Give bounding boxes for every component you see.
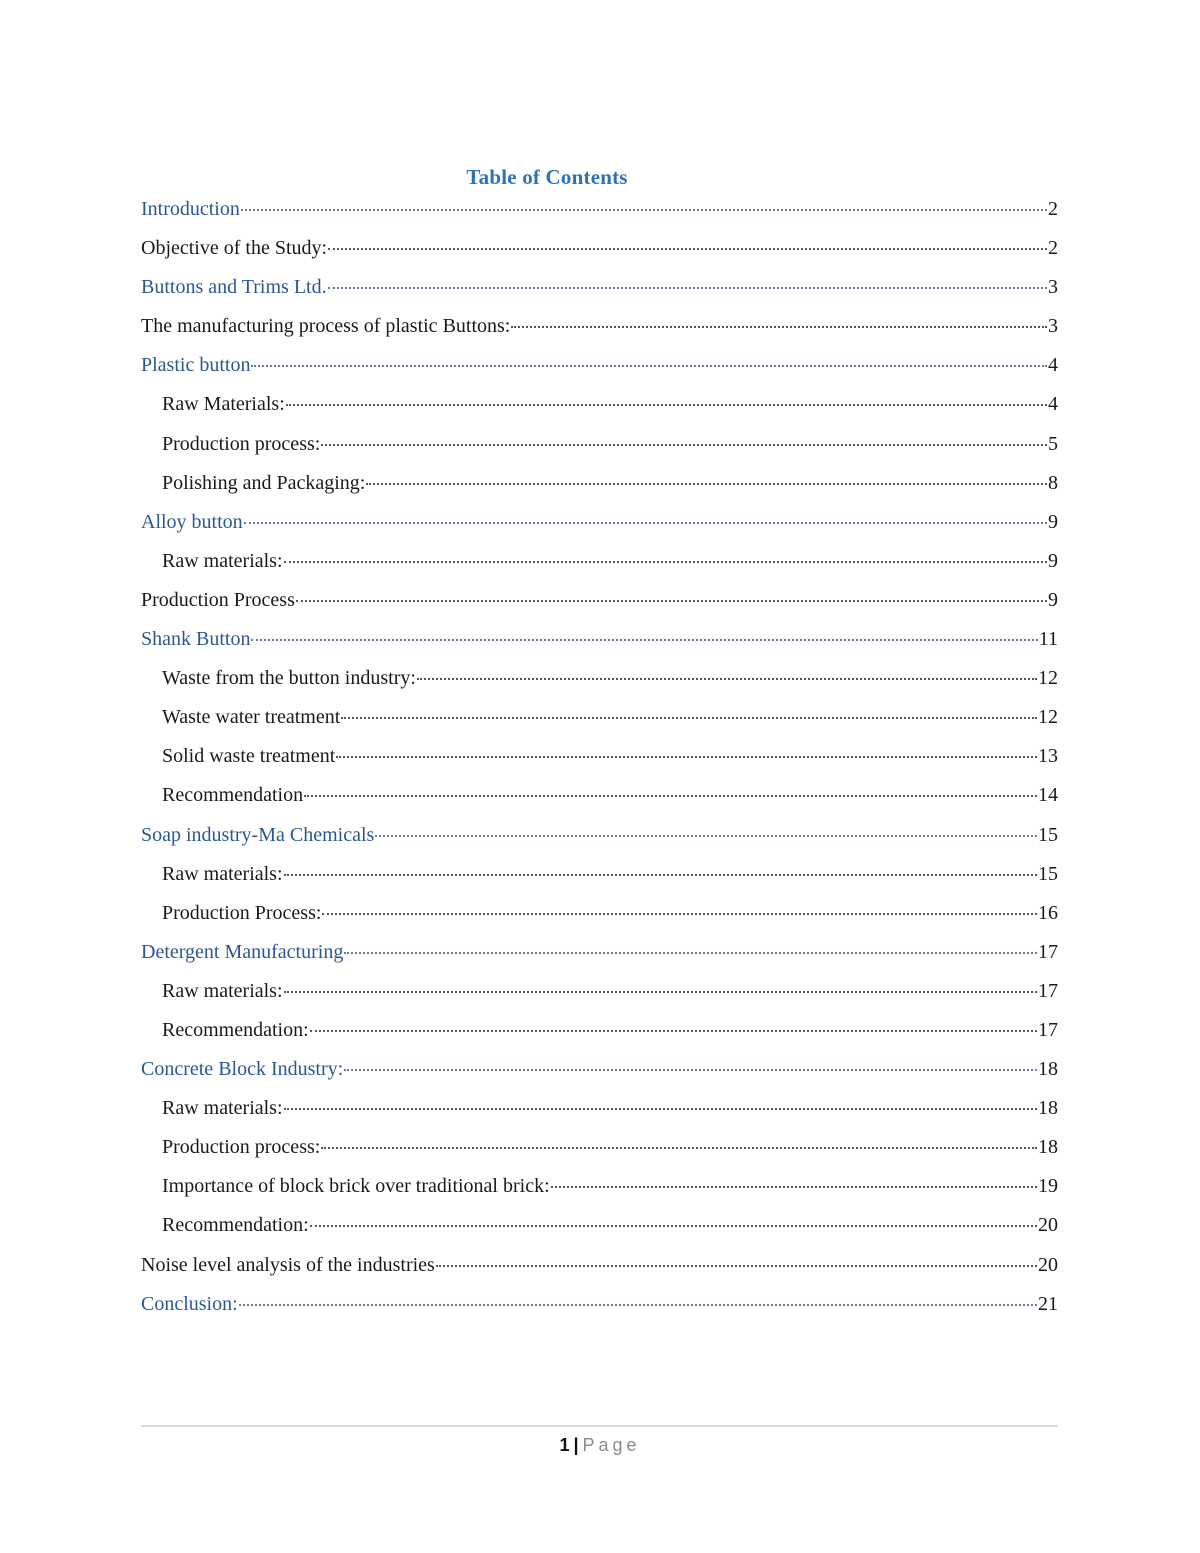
toc-entry[interactable] — [141, 1209, 1058, 1248]
toc-entry[interactable] — [141, 1014, 1058, 1053]
toc-entry-page-number: 9 — [1048, 510, 1058, 533]
toc-entry-label[interactable]: Recommendation: — [162, 1018, 309, 1041]
toc-entry-label[interactable]: Waste from the button industry: — [162, 667, 416, 690]
toc-dot-leader — [436, 1245, 1037, 1267]
toc-entry[interactable] — [141, 1288, 1058, 1327]
toc-dot-leader — [310, 1010, 1037, 1032]
toc-entry[interactable] — [141, 701, 1058, 740]
toc-entry-label[interactable]: Detergent Manufacturing — [141, 940, 344, 963]
toc-list — [141, 193, 1058, 1327]
toc-entry-label[interactable]: Raw materials: — [162, 862, 283, 885]
toc-dot-leader — [366, 463, 1047, 485]
toc-dot-leader — [310, 1205, 1037, 1227]
toc-entry[interactable] — [141, 858, 1058, 897]
toc-entry-label[interactable]: Waste water treatment — [162, 706, 341, 729]
toc-entry-page-number: 12 — [1038, 706, 1058, 729]
toc-entry-page-number: 8 — [1048, 471, 1058, 494]
toc-entry[interactable] — [141, 271, 1058, 310]
toc-entry-page-number: 13 — [1038, 745, 1058, 768]
toc-entry-label[interactable]: Concrete Block Industry: — [141, 1058, 344, 1081]
toc-dot-leader — [328, 228, 1047, 250]
toc-dot-leader — [284, 541, 1047, 563]
toc-dot-leader — [251, 345, 1047, 367]
toc-entry[interactable] — [141, 1131, 1058, 1170]
toc-entry[interactable] — [141, 193, 1058, 232]
toc-entry[interactable] — [141, 310, 1058, 349]
toc-entry-label[interactable]: Shank Button — [141, 628, 251, 651]
toc-entry-page-number: 15 — [1038, 862, 1058, 885]
footer-separator: | — [573, 1435, 579, 1455]
toc-entry[interactable] — [141, 1053, 1058, 1092]
footer-page-number: 1 — [559, 1435, 570, 1455]
toc-entry-label[interactable]: Plastic button — [141, 354, 251, 377]
toc-dot-leader — [296, 580, 1047, 602]
toc-dot-leader — [251, 619, 1037, 641]
toc-entry[interactable] — [141, 1170, 1058, 1209]
toc-dot-leader — [284, 971, 1037, 993]
toc-entry-page-number: 18 — [1038, 1097, 1058, 1120]
toc-entry-page-number: 16 — [1038, 901, 1058, 924]
toc-entry[interactable] — [141, 975, 1058, 1014]
toc-entry-label[interactable]: Solid waste treatment — [162, 745, 336, 768]
toc-entry-label[interactable]: Alloy button — [141, 510, 243, 533]
toc-dot-leader — [321, 1127, 1037, 1149]
toc-entry-label[interactable]: Raw Materials: — [162, 393, 285, 416]
toc-entry-page-number: 9 — [1048, 549, 1058, 572]
toc-entry-label[interactable]: Recommendation: — [162, 1214, 309, 1237]
toc-entry[interactable] — [141, 779, 1058, 818]
toc-entry-label[interactable]: Introduction — [141, 198, 240, 220]
toc-entry-label[interactable]: Recommendation — [162, 784, 304, 807]
toc-dot-leader — [244, 502, 1047, 524]
toc-entry[interactable] — [141, 584, 1058, 623]
toc-entry[interactable] — [141, 740, 1058, 779]
toc-entry[interactable] — [141, 897, 1058, 936]
toc-entry-page-number: 14 — [1038, 784, 1058, 807]
toc-entry-page-number: 18 — [1038, 1136, 1058, 1159]
toc-dot-leader — [241, 189, 1047, 211]
toc-dot-leader — [375, 815, 1037, 837]
toc-entry-label[interactable]: Production Process: — [162, 901, 322, 924]
toc-entry-label[interactable]: Conclusion: — [141, 1292, 238, 1315]
toc-entry-label[interactable]: Raw materials: — [162, 1097, 283, 1120]
toc-entry-page-number: 12 — [1038, 667, 1058, 690]
toc-dot-leader — [336, 736, 1037, 758]
page-footer — [0, 1432, 1200, 1458]
toc-entry[interactable] — [141, 1249, 1058, 1288]
toc-dot-leader — [344, 932, 1037, 954]
toc-entry-page-number: 3 — [1048, 315, 1058, 338]
toc-entry-page-number: 19 — [1038, 1175, 1058, 1198]
toc-entry-page-number: 2 — [1048, 237, 1058, 260]
toc-dot-leader — [511, 306, 1047, 328]
toc-dot-leader — [284, 1088, 1037, 1110]
footer-page-word: Page — [582, 1435, 641, 1455]
toc-entry-label[interactable]: Production process: — [162, 432, 321, 455]
toc-dot-leader — [328, 267, 1047, 289]
toc-dot-leader — [417, 658, 1037, 680]
toc-entry[interactable] — [141, 936, 1058, 975]
toc-entry[interactable] — [141, 545, 1058, 584]
toc-entry-page-number: 5 — [1048, 432, 1058, 455]
toc-entry-label[interactable]: Noise level analysis of the industries — [141, 1253, 435, 1276]
toc-entry[interactable] — [141, 662, 1058, 701]
toc-entry-label[interactable]: Raw materials: — [162, 979, 283, 1002]
toc-entry-page-number: 21 — [1038, 1292, 1058, 1315]
toc-entry[interactable] — [141, 623, 1058, 662]
toc-dot-leader — [551, 1166, 1037, 1188]
toc-entry-page-number: 4 — [1048, 354, 1058, 377]
toc-entry-page-number: 17 — [1038, 979, 1058, 1002]
toc-entry-page-number: 9 — [1048, 588, 1058, 611]
toc-entry-page-number: 4 — [1048, 393, 1058, 416]
toc-dot-leader — [321, 424, 1047, 446]
toc-entry-page-number: 18 — [1038, 1058, 1058, 1081]
toc-entry-label[interactable]: Polishing and Packaging: — [162, 471, 366, 494]
toc-entry[interactable] — [141, 506, 1058, 545]
toc-entry-label[interactable]: Objective of the Study: — [141, 237, 328, 260]
toc-entry[interactable] — [141, 428, 1058, 467]
toc-entry-label[interactable]: Raw materials: — [162, 549, 283, 572]
toc-dot-leader — [304, 775, 1037, 797]
toc-dot-leader — [322, 893, 1037, 915]
toc-entry[interactable] — [141, 1092, 1058, 1131]
toc-entry[interactable] — [141, 467, 1058, 506]
toc-entry-page-number: 2 — [1048, 198, 1058, 220]
toc-entry-label[interactable]: Production process: — [162, 1136, 321, 1159]
toc-title: Table of Contents — [466, 165, 628, 189]
toc-entry-label[interactable]: Soap industry-Ma Chemicals — [141, 823, 375, 846]
toc-dot-leader — [344, 1049, 1037, 1071]
toc-entry-label[interactable]: Importance of block brick over traditional brick: — [162, 1175, 550, 1198]
toc-dot-leader — [341, 697, 1037, 719]
footer-divider — [141, 1425, 1058, 1427]
toc-entry-label[interactable]: Production Process — [141, 588, 295, 611]
toc-entry-page-number: 17 — [1038, 940, 1058, 963]
toc-entry-page-number: 15 — [1038, 823, 1058, 846]
toc-entry-page-number: 11 — [1038, 628, 1058, 651]
toc-entry[interactable] — [141, 232, 1058, 271]
toc-dot-leader — [284, 854, 1037, 876]
toc-entry-label[interactable]: The manufacturing process of plastic Buttons: — [141, 315, 511, 338]
toc-entry-page-number: 20 — [1038, 1214, 1058, 1237]
toc-entry-page-number: 3 — [1048, 276, 1058, 299]
toc-entry-page-number: 20 — [1038, 1253, 1058, 1276]
toc-dot-leader — [239, 1284, 1037, 1306]
toc-entry[interactable] — [141, 349, 1058, 388]
toc-dot-leader — [286, 384, 1047, 406]
toc-entry[interactable] — [141, 819, 1058, 858]
toc-entry[interactable] — [141, 388, 1058, 427]
toc-entry-label[interactable]: Buttons and Trims Ltd. — [141, 276, 327, 299]
toc-entry-page-number: 17 — [1038, 1018, 1058, 1041]
